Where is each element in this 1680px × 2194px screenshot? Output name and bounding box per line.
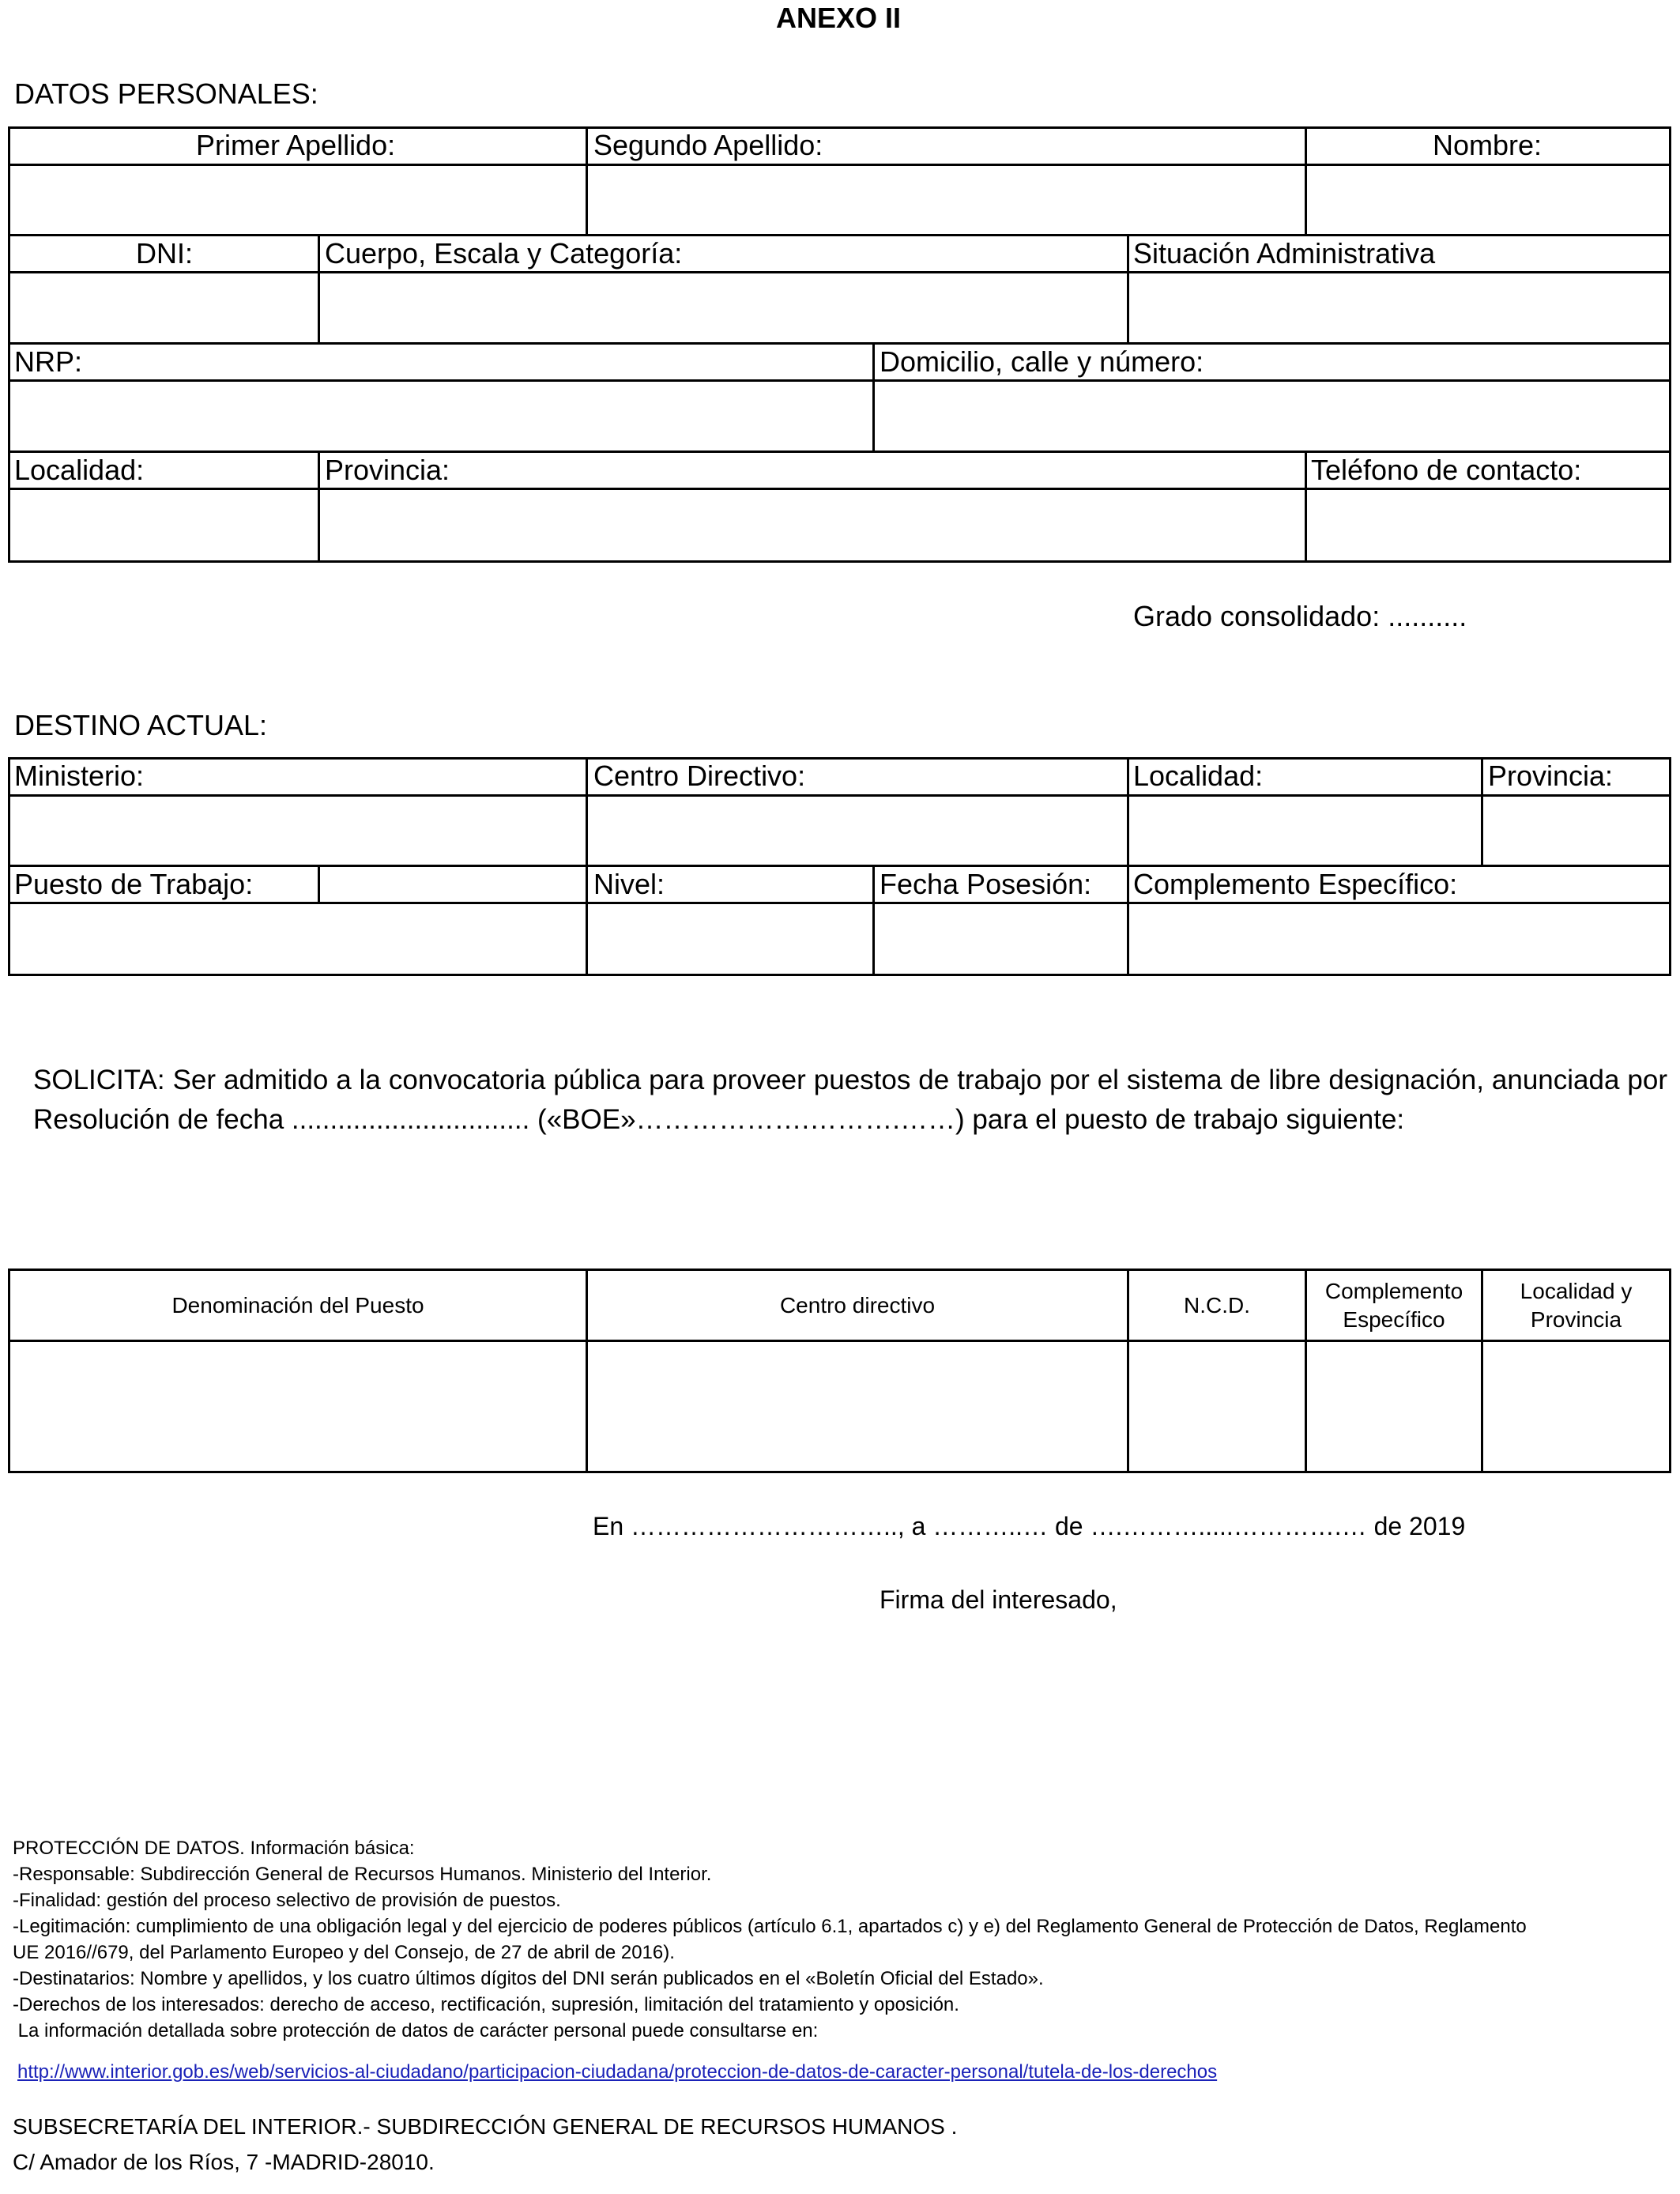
field-puesto-centro[interactable] xyxy=(588,1342,1127,1471)
field-complemento[interactable] xyxy=(1129,904,1669,974)
field-denominacion[interactable] xyxy=(10,1342,586,1471)
label-nivel: Nivel: xyxy=(593,868,665,900)
proteccion-line-5: -Destinatarios: Nombre y apellidos, y los cuatro últimos dígitos del DNI serán publicados en el «Boletín Oficial del Estado». xyxy=(13,1968,1044,1989)
th-localidad-provincia: Localidad y Provincia xyxy=(1520,1278,1633,1332)
label-cuerpo: Cuerpo, Escala y Categoría: xyxy=(325,237,683,270)
field-ncd[interactable] xyxy=(1129,1342,1305,1471)
th-ncd: N.C.D. xyxy=(1184,1292,1250,1318)
proteccion-line-7: La información detallada sobre protección de datos de carácter personal puede consultarse en: xyxy=(13,2020,819,2041)
proteccion-line-6: -Derechos de los interesados: derecho de acceso, rectificación, supresión, limitación del tratamiento y oposición. xyxy=(13,1994,959,2015)
label-telefono: Teléfono de contacto: xyxy=(1311,454,1582,486)
firma-label: Firma del interesado, xyxy=(880,1585,1117,1614)
fecha-line: En ………………………….., a ………..… de ….……….....………….… de 2019 xyxy=(593,1512,1466,1540)
solicita-paragraph: SOLICITA: Ser admitido a la convocatoria pública para proveer puestos de trabajo por el sistema de libre designación, anunciada por Resolución de fecha ............................... («BOE»……………….……….……) para el puesto de trabajo siguiente: xyxy=(33,1065,1667,1135)
label-ministerio: Ministerio: xyxy=(14,760,145,792)
footer-line-1: SUBSECRETARÍA DEL INTERIOR.- SUBDIRECCIÓN GENERAL DE RECURSOS HUMANOS . xyxy=(13,2114,958,2139)
label-fecha-posesion: Fecha Posesión: xyxy=(880,868,1092,900)
label-complemento: Complemento Específico: xyxy=(1133,868,1458,900)
field-puesto-localidad[interactable] xyxy=(1483,1342,1669,1471)
label-primer-apellido: Primer Apellido: xyxy=(196,129,396,161)
th-complemento: Complemento Específico xyxy=(1324,1278,1463,1332)
field-destino-provincia[interactable] xyxy=(1483,797,1669,865)
section-heading-destino: DESTINO ACTUAL: xyxy=(14,709,268,741)
field-primer-apellido[interactable] xyxy=(10,166,586,234)
field-ministerio[interactable] xyxy=(10,797,586,865)
field-localidad[interactable] xyxy=(10,490,318,560)
label-centro-directivo: Centro Directivo: xyxy=(593,760,806,792)
field-puesto-complemento[interactable] xyxy=(1307,1342,1481,1471)
label-provincia: Provincia: xyxy=(325,454,450,486)
label-destino-provincia: Provincia: xyxy=(1488,760,1614,792)
proteccion-line-3: -Legitimación: cumplimiento de una obligación legal y del ejercicio de poderes públicos (artículo 6.1, apartados c) y e) del Reglamento General de Protección de Datos, Reglamento xyxy=(13,1916,1527,1937)
label-nrp: NRP: xyxy=(14,345,83,378)
field-nrp[interactable] xyxy=(10,382,872,450)
field-telefono[interactable] xyxy=(1307,490,1669,560)
field-provincia[interactable] xyxy=(320,490,1305,560)
label-dni: DNI: xyxy=(136,237,193,270)
field-nivel[interactable] xyxy=(588,904,872,974)
field-cuerpo[interactable] xyxy=(320,273,1127,342)
page-title: ANEXO II xyxy=(776,2,902,34)
th-denominacion: Denominación del Puesto xyxy=(171,1292,424,1318)
label-domicilio: Domicilio, calle y número: xyxy=(880,345,1204,378)
field-destino-localidad[interactable] xyxy=(1129,797,1481,865)
field-centro-directivo[interactable] xyxy=(588,797,1127,865)
proteccion-line-4: UE 2016//679, del Parlamento Europeo y del Consejo, de 27 de abril de 2016). xyxy=(13,1942,675,1963)
proteccion-link[interactable]: http://www.interior.gob.es/web/servicios-al-ciudadano/participacion-ciudadana/proteccion-de-datos-de-caracter-personal/tutela-de-los-derechos xyxy=(17,2061,1218,2083)
field-puesto[interactable] xyxy=(10,904,586,974)
field-nombre[interactable] xyxy=(1307,166,1669,234)
th-centro-directivo: Centro directivo xyxy=(779,1292,936,1318)
field-dni[interactable] xyxy=(10,273,318,342)
label-localidad: Localidad: xyxy=(14,454,145,486)
label-destino-localidad: Localidad: xyxy=(1133,760,1264,792)
label-segundo-apellido: Segundo Apellido: xyxy=(593,129,823,161)
section-heading-personal: DATOS PERSONALES: xyxy=(14,77,318,110)
proteccion-line-2: -Finalidad: gestión del proceso selectivo de provisión de puestos. xyxy=(13,1890,561,1911)
label-puesto: Puesto de Trabajo: xyxy=(14,868,254,900)
grado-consolidado: Grado consolidado: .......... xyxy=(1133,600,1467,632)
label-situacion: Situación Administrativa xyxy=(1133,237,1436,270)
label-nombre: Nombre: xyxy=(1433,129,1543,161)
field-situacion[interactable] xyxy=(1129,273,1669,342)
field-domicilio[interactable] xyxy=(875,382,1669,450)
proteccion-line-0: PROTECCIÓN DE DATOS. Información básica: xyxy=(13,1838,415,1859)
field-fecha-posesion[interactable] xyxy=(875,904,1127,974)
proteccion-line-1: -Responsable: Subdirección General de Recursos Humanos. Ministerio del Interior. xyxy=(13,1864,712,1885)
footer-line-2: C/ Amador de los Ríos, 7 -MADRID-28010. xyxy=(13,2150,435,2174)
field-segundo-apellido[interactable] xyxy=(588,166,1305,234)
